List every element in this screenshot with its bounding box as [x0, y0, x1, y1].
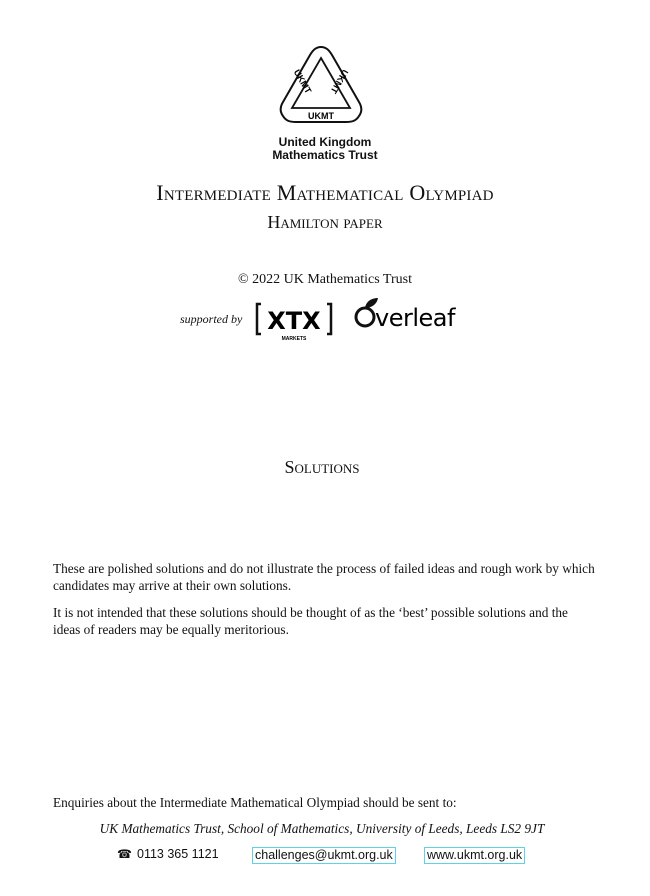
logo-text-right: UKMT	[328, 67, 351, 96]
xtx-markets-sub: MARKETS	[281, 336, 307, 342]
paragraph-2: It is not intended that these solutions should be thought of as the ‘best’ possible solutions and the ideas of readers may be equally meritorious.	[53, 605, 568, 637]
org-name-line1: United Kingdom	[278, 135, 372, 149]
xtx-wordmark: XTX	[267, 307, 321, 335]
enquiries-text: Enquiries about the Intermediate Mathematical Olympiad should be sent to:	[53, 795, 457, 810]
logo-text-left: UKMT	[291, 67, 314, 96]
logo-text-bottom: UKMT	[308, 111, 334, 121]
phone-number: 0113 365 1121	[137, 847, 219, 861]
section-heading: Solutions	[284, 457, 360, 477]
paragraph-1: These are polished solutions and do not illustrate the process of failed ideas and rough work by which candidates may arrive at their own solutions.	[53, 561, 595, 593]
phone-icon: ☎	[117, 847, 132, 861]
org-name-line2: Mathematics Trust	[272, 148, 378, 162]
xtx-markets-logo	[255, 300, 333, 342]
email-link[interactable]: challenges@ukmt.org.uk	[252, 847, 396, 864]
overleaf-logo	[354, 296, 466, 332]
address-text: UK Mathematics Trust, School of Mathematics, University of Leeds, Leeds LS2 9JT	[99, 821, 545, 836]
website-link[interactable]: www.ukmt.org.uk	[424, 847, 525, 864]
supported-by-label: supported by	[180, 312, 243, 326]
document-title: Intermediate Mathematical Olympiad	[156, 180, 494, 205]
overleaf-wordmark: verleaf	[375, 304, 455, 332]
copyright: © 2022 UK Mathematics Trust	[238, 272, 412, 287]
ukmt-logo	[276, 44, 366, 128]
document-subtitle: Hamilton paper	[267, 212, 383, 232]
